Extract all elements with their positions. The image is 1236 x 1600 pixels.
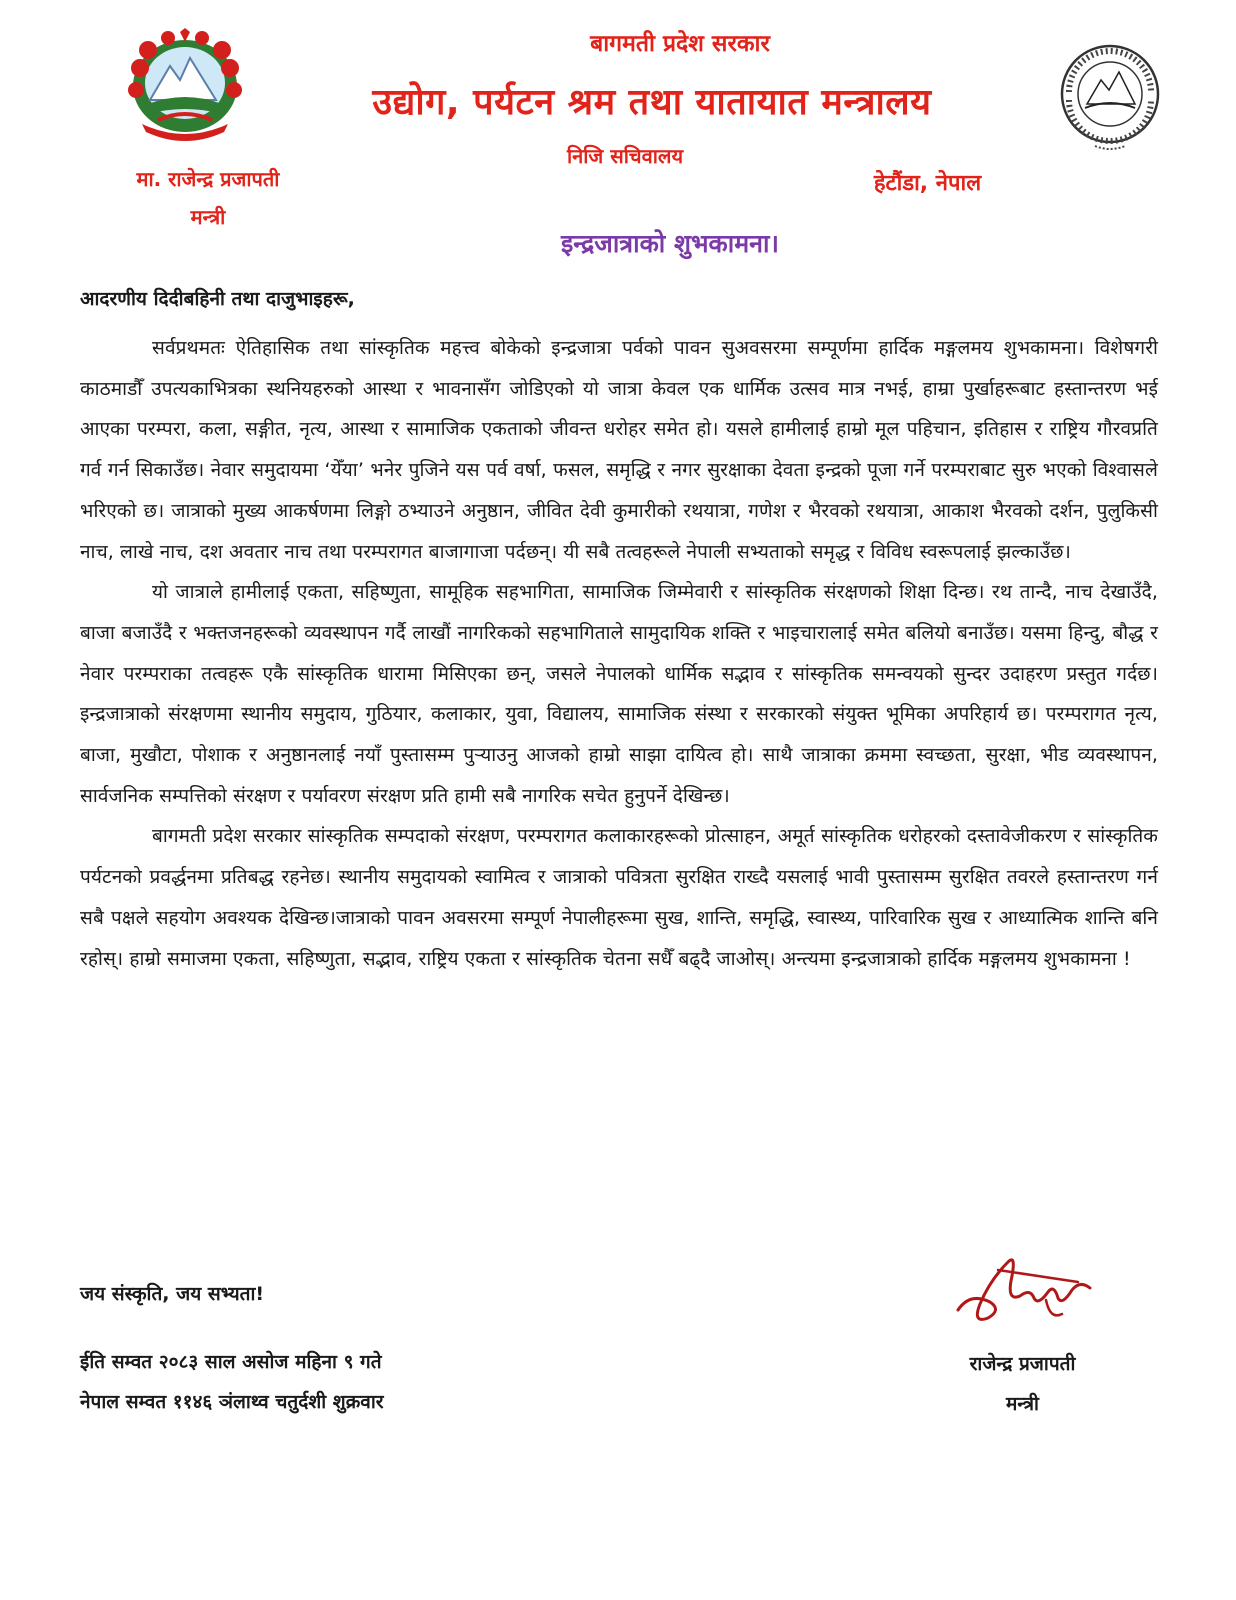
date-line-1: ईति सम्वत २०८३ साल असोज महिना ९ गते: [80, 1351, 382, 1373]
letter-body: [80, 328, 1158, 979]
closing-line: जय संस्कृति, जय सभ्यता!: [80, 1283, 265, 1305]
paragraph-2: यो जात्राले हामीलाई एकता, सहिष्णुता, सामूहिक सहभागिता, सामाजिक जिम्मेवारी र सांस्कृतिक संरक्षणको शिक्षा दिन्छ। रथ तान्दै, नाच देखाउँदै, बाजा बजाउँदै र भक्तजनहरूको व्यवस्थापन गर्दै लाखौं नागरिकको सहभागिताले सामुदायिक शक्ति र भाइचारालाई समेत बलियो बनाउँछ। यसमा हिन्दु, बौद्ध र नेवार परम्पराका तत्वहरू एकै सांस्कृतिक धारामा मिसिएका छन्, जसले नेपालको धार्मिक सद्भाव र सांस्कृतिक समन्वयको सुन्दर उदाहरण प्रस्तुत गर्दछ। इन्द्रजात्राको संरक्षणमा स्थानीय समुदाय, गुठियार, कलाकार, युवा, विद्यालय, सामाजिक संस्था र सरकारको संयुक्त भूमिका अपरिहार्य छ। परम्परागत नृत्य, बाजा, मुखौटा, पोशाक र अनुष्ठानलाई नयाँ पुस्तासम्म पुर्‍याउनु आजको हाम्रो साझा दायित्व हो। साथै जात्राका क्रममा स्वच्छता, सुरक्षा, भीड व्यवस्थापन, सार्वजनिक सम्पत्तिको संरक्षण र पर्यावरण संरक्षण प्रति हामी सबै नागरिक सचेत हुनुपर्ने देखिन्छ।: [80, 581, 1158, 807]
paragraph-1: सर्वप्रथमतः ऐतिहासिक तथा सांस्कृतिक महत्त्व बोकेको इन्द्रजात्रा पर्वको पावन सुअवसरमा सम्पूर्णमा हार्दिक मङ्गलमय शुभकामना। विशेषगरी काठमाडौँ उपत्यकाभित्रका स्थनियहरुको आस्था र भावनासँग जोडिएको यो जात्रा केवल एक धार्मिक उत्सव मात्र नभई, हाम्रा पुर्खाहरूबाट हस्तान्तरण भई आएका परम्परा, कला, सङ्गीत, नृत्य, आस्था र सामाजिक एकताको जीवन्त धरोहर समेत हो। यसले हामीलाई हाम्रो मूल पहिचान, इतिहास र राष्ट्रिय गौरवप्रति गर्व गर्न सिकाउँछ। नेवार समुदायमा ‘येँया’ भनेर पुजिने यस पर्व वर्षा, फसल, समृद्धि र नगर सुरक्षाका देवता इन्द्रको पूजा गर्ने परम्पराबाट सुरु भएको विश्वासले भरिएको छ। जात्राको मुख्य आकर्षणमा लिङ्गो ठभ्याउने अनुष्ठान, जीवित देवी कुमारीको रथयात्रा, गणेश र भैरवको रथयात्रा, आकाश भैरवको दर्शन, पुलुकिसी नाच, लाखे नाच, दश अवतार नाच तथा परम्परागत बाजागाजा पर्दछन्। यी सबै तत्वहरूले नेपाली सभ्यताको समृद्ध र विविध स्वरूपलाई झल्काउँछ।: [80, 337, 1158, 563]
letter-title: इन्द्रजात्राको शुभकामना।: [561, 229, 779, 258]
minister-block: [78, 160, 338, 236]
minister-title: मन्त्री: [190, 205, 226, 229]
ministry-name: उद्योग, पर्यटन श्रम तथा यातायात मन्त्रालय: [372, 82, 932, 123]
paragraph-3: बागमती प्रदेश सरकार सांस्कृतिक सम्पदाको संरक्षण, परम्परागत कलाकारहरूको प्रोत्साहन, अमूर्त सांस्कृतिक धरोहरको दस्तावेजीकरण र सांस्कृतिक पर्यटनको प्रवर्द्धनमा प्रतिबद्ध रहनेछ। स्थानीय समुदायको स्वामित्व र जात्राको पवित्रता सुरक्षित राख्दै यसलाई भावी पुस्तासम्म सुरक्षित तवरले हस्तान्तरण गर्न सबै पक्षले सहयोग अवश्यक देखिन्छ।जात्राको पावन अवसरमा सम्पूर्ण नेपालीहरूमा सुख, शान्ति, समृद्धि, स्वास्थ्य, पारिवारिक सुख र आध्यात्मिक शान्ति बनि रहोस्। हाम्रो समाजमा एकता, सहिष्णुता, सद्भाव, राष्ट्रिय एकता र सांस्कृतिक चेतना सधैँ बढ्दै जाओस्। अन्त्यमा इन्द्रजात्राको हार्दिक मङ्गलमय शुभकामना !: [80, 825, 1158, 970]
signatory-title: मन्त्री: [1006, 1393, 1039, 1415]
office-seal-icon: [1055, 42, 1165, 154]
salutation: आदरणीय दिदीबहिनी तथा दाजुभाइहरू,: [80, 288, 355, 310]
signatory-name: राजेन्द्र प्रजापती: [969, 1353, 1076, 1375]
location: हेटौंडा, नेपाल: [873, 171, 982, 196]
minister-name: मा. राजेन्द्र प्रजापती: [136, 167, 280, 191]
office-name: निजि सचिवालय: [566, 144, 684, 168]
nepal-emblem-icon: [118, 28, 253, 146]
signature-icon: [950, 1240, 1100, 1330]
government-name: बागमती प्रदेश सरकार: [590, 31, 770, 57]
date-line-2: नेपाल सम्वत ११४६ ञंलाथ्व चतुर्दशी शुक्रवार: [80, 1391, 384, 1413]
